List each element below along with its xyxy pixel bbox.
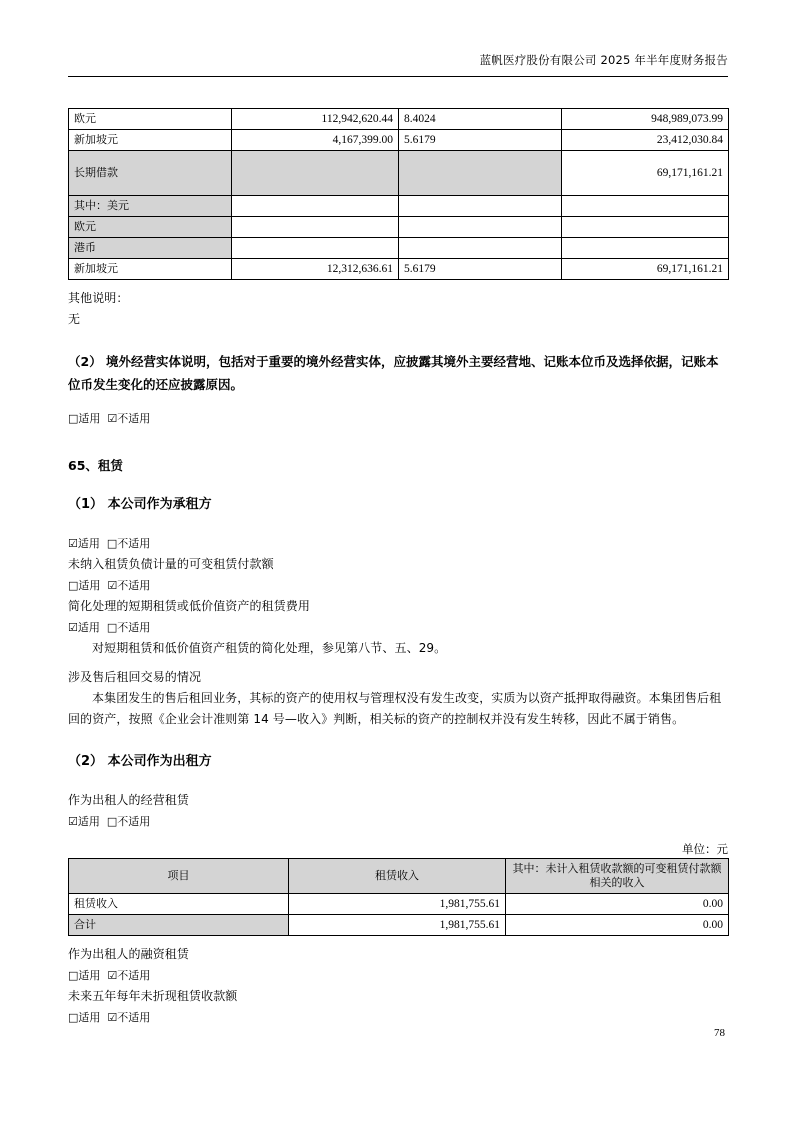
header-divider-rule bbox=[68, 76, 728, 77]
finance-lease-line: 作为出租人的融资租赁 bbox=[68, 947, 190, 961]
page-header: 蓝帆医疗股份有限公司 2025 年半年度财务报告 bbox=[479, 53, 728, 67]
lessee-applicability-1 bbox=[68, 533, 728, 554]
row-income: 1,981,755.61 bbox=[289, 894, 506, 915]
table-row bbox=[69, 196, 729, 217]
lessor-applicability-1 bbox=[68, 811, 728, 832]
row-rate bbox=[399, 217, 562, 238]
row-label: 新加坡元 bbox=[69, 130, 232, 151]
row-item: 租赁收入 bbox=[69, 894, 289, 915]
checkbox-not-applicable[interactable]: ☑不适用 bbox=[107, 1011, 151, 1024]
spacer bbox=[68, 477, 728, 493]
checkbox-not-applicable[interactable]: □不适用 bbox=[106, 621, 151, 634]
section-65-2-heading: （2） 本公司作为出租方 bbox=[68, 754, 212, 769]
spacer bbox=[68, 280, 728, 288]
checkbox-not-applicable[interactable]: ☑不适用 bbox=[107, 969, 151, 982]
checkbox-not-applicable[interactable]: ☑不适用 bbox=[107, 412, 151, 425]
column-header-item: 项目 bbox=[69, 859, 289, 894]
row-converted bbox=[562, 238, 729, 259]
spacer bbox=[68, 832, 728, 840]
row-rate: 5.6179 bbox=[399, 130, 562, 151]
lessor-applicability-2 bbox=[68, 965, 728, 986]
spacer bbox=[68, 936, 728, 944]
row-rate: 5.6179 bbox=[399, 259, 562, 280]
row-rate bbox=[399, 196, 562, 217]
table-row bbox=[69, 130, 729, 151]
row-rate bbox=[399, 238, 562, 259]
currency-borrowings-table bbox=[68, 108, 729, 280]
spacer bbox=[68, 659, 728, 667]
table-row bbox=[69, 894, 729, 915]
sale-leaseback-paragraph: 本集团发生的售后租回业务，其标的资产的使用权与管理权没有发生改变，实质为以资产抵押取得融资。本集团售后租回的资产，按照《企业会计准则第 14 号—收入》判断，相关标的资产的控制权并没有发生转移，因此不属于销售。 bbox=[68, 691, 722, 726]
table-row bbox=[69, 151, 729, 196]
overseas-entities-heading: （2） 境外经营实体说明，包括对于重要的境外经营实体，应披露其境外主要经营地、记账本位币及选择依据，记账本位币发生变化的还应披露原因。 bbox=[68, 354, 719, 392]
checkbox-applicable[interactable]: □适用 bbox=[68, 969, 101, 982]
row-label: 新加坡元 bbox=[69, 259, 232, 280]
row-label: 欧元 bbox=[69, 217, 232, 238]
row-amount bbox=[232, 196, 399, 217]
row-variable-income: 0.00 bbox=[506, 915, 729, 936]
checkbox-not-applicable[interactable]: ☑不适用 bbox=[107, 579, 151, 592]
row-amount: 4,167,399.00 bbox=[232, 130, 399, 151]
table-row bbox=[69, 915, 729, 936]
row-converted: 69,171,161.21 bbox=[562, 151, 729, 196]
lessor-applicability-3 bbox=[68, 1007, 728, 1028]
row-converted bbox=[562, 196, 729, 217]
five-year-undiscounted-line: 未来五年每年未折现租赁收款额 bbox=[68, 989, 238, 1003]
checkbox-applicable[interactable]: ☑适用 bbox=[68, 621, 100, 634]
other-note-label: 其他说明： bbox=[68, 291, 129, 305]
row-converted: 23,412,030.84 bbox=[562, 130, 729, 151]
unit-label: 单位：元 bbox=[682, 842, 728, 856]
lessee-applicability-3 bbox=[68, 617, 728, 638]
checkbox-applicable[interactable]: ☑适用 bbox=[68, 815, 100, 828]
row-variable-income: 0.00 bbox=[506, 894, 729, 915]
other-note-value: 无 bbox=[68, 312, 81, 326]
row-converted: 948,989,073.99 bbox=[562, 109, 729, 130]
sale-leaseback-line: 涉及售后租回交易的情况 bbox=[68, 670, 202, 684]
table-row bbox=[69, 238, 729, 259]
simplified-treatment-paragraph: 对短期租赁和低价值资产租赁的简化处理，参见第八节、五、29。 bbox=[92, 641, 447, 655]
lessee-applicability-2 bbox=[68, 575, 728, 596]
variable-lease-payments-line: 未纳入租赁负债计量的可变租赁付款额 bbox=[68, 557, 274, 571]
spacer bbox=[68, 429, 728, 455]
row-label: 港币 bbox=[69, 238, 232, 259]
row-item: 合计 bbox=[69, 915, 289, 936]
section-65-title: 65、租赁 bbox=[68, 458, 123, 473]
simplified-treatment-line: 简化处理的短期租赁或低价值资产的租赁费用 bbox=[68, 599, 311, 613]
row-label: 欧元 bbox=[69, 109, 232, 130]
row-label: 长期借款 bbox=[69, 151, 232, 196]
spacer bbox=[68, 774, 728, 790]
checkbox-applicable[interactable]: ☑适用 bbox=[68, 537, 100, 550]
spacer bbox=[68, 396, 728, 408]
lease-income-table bbox=[68, 858, 729, 936]
row-amount bbox=[232, 217, 399, 238]
row-converted: 69,171,161.21 bbox=[562, 259, 729, 280]
row-rate: 8.4024 bbox=[399, 109, 562, 130]
table-header-row bbox=[69, 859, 729, 894]
checkbox-applicable[interactable]: □适用 bbox=[68, 579, 101, 592]
page-content bbox=[68, 108, 728, 1028]
operating-lease-line: 作为出租人的经营租赁 bbox=[68, 793, 190, 807]
checkbox-applicable[interactable]: □适用 bbox=[68, 412, 101, 425]
row-amount bbox=[232, 238, 399, 259]
table-row bbox=[69, 109, 729, 130]
column-header-variable-income: 其中：未计入租赁收款额的可变租赁付款额相关的收入 bbox=[506, 859, 729, 894]
spacer bbox=[68, 330, 728, 350]
spacer bbox=[68, 517, 728, 533]
row-amount bbox=[232, 151, 399, 196]
table-row bbox=[69, 259, 729, 280]
section-65-1-heading: （1） 本公司作为承租方 bbox=[68, 497, 212, 512]
row-label: 其中：美元 bbox=[69, 196, 232, 217]
row-amount: 12,312,636.61 bbox=[232, 259, 399, 280]
overseas-applicability bbox=[68, 408, 728, 429]
table-row bbox=[69, 217, 729, 238]
spacer bbox=[68, 730, 728, 750]
checkbox-not-applicable[interactable]: □不适用 bbox=[106, 537, 151, 550]
row-converted bbox=[562, 217, 729, 238]
checkbox-not-applicable[interactable]: □不适用 bbox=[106, 815, 151, 828]
row-income: 1,981,755.61 bbox=[289, 915, 506, 936]
page-number: 78 bbox=[714, 1027, 725, 1039]
row-rate bbox=[399, 151, 562, 196]
row-amount: 112,942,620.44 bbox=[232, 109, 399, 130]
column-header-lease-income: 租赁收入 bbox=[289, 859, 506, 894]
checkbox-applicable[interactable]: □适用 bbox=[68, 1011, 101, 1024]
